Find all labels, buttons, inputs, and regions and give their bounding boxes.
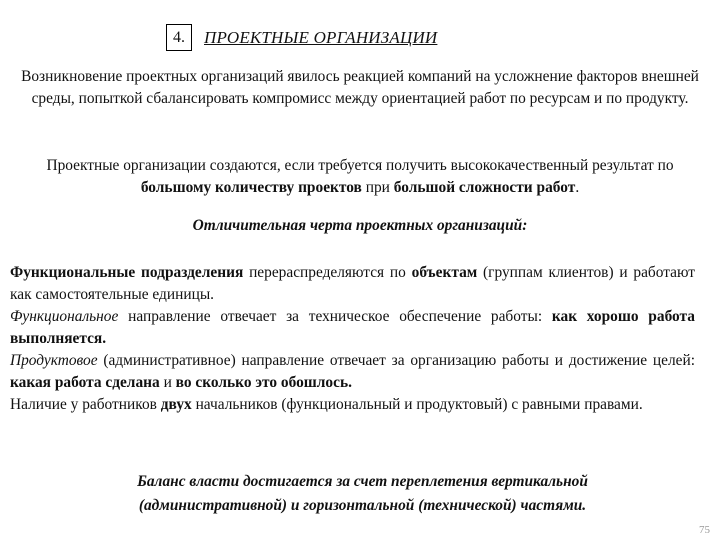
b2-text-mid: направление отвечает за техническое обеспечение работы: bbox=[118, 308, 552, 325]
b4-text-start: Наличие у работников bbox=[10, 396, 161, 413]
b1-bold-units: Функциональные подразделения bbox=[10, 264, 244, 281]
b2-bold-how: как хорошо работа выполняется. bbox=[10, 308, 695, 347]
slide-heading bbox=[166, 24, 437, 51]
p2-text-end: . bbox=[575, 179, 580, 196]
b3-bold-cost: во сколько это обошлось. bbox=[175, 374, 352, 391]
page-number: 75 bbox=[699, 524, 710, 536]
p2-bold-projects: большому количеству проектов bbox=[140, 179, 362, 196]
body-block bbox=[10, 262, 695, 416]
p2-text-start: Проектные организации создаются, если требуется получить высококачественный результат по bbox=[46, 157, 674, 174]
section-number: 4. bbox=[166, 24, 192, 51]
b3-italic-product: Продуктовое bbox=[10, 352, 98, 369]
body-paragraph-4 bbox=[10, 394, 695, 416]
b4-text-end: начальников (функциональный и продуктовый) с равными правами. bbox=[191, 396, 643, 413]
b4-bold-two: двух bbox=[160, 396, 192, 413]
footer-statement: Баланс власти достигается за счет переплетения вертикальной (административной) и горизонтальной (технической) частями. bbox=[137, 473, 588, 514]
body-paragraph-2 bbox=[10, 306, 695, 350]
p2-bold-complexity: большой сложности работ bbox=[393, 179, 576, 196]
b1-text-mid: перераспределяются по bbox=[243, 264, 412, 281]
intro-paragraph-2 bbox=[20, 155, 700, 199]
page-title: ПРОЕКТНЫЕ ОРГАНИЗАЦИИ bbox=[204, 27, 438, 47]
b3-text-and: и bbox=[159, 374, 176, 391]
distinctive-feature-heading: Отличительная черта проектных организаций: bbox=[192, 217, 528, 234]
body-paragraph-3 bbox=[10, 350, 695, 394]
b2-italic-functional: Функциональное bbox=[10, 308, 119, 325]
p2-text-mid: при bbox=[361, 179, 394, 196]
b3-bold-what: какая работа сделана bbox=[10, 374, 160, 391]
b3-text-mid: (административное) направление отвечает за организацию работы и достижение целей: bbox=[97, 352, 695, 369]
body-paragraph-1 bbox=[10, 262, 695, 306]
b1-bold-objects: объектам bbox=[411, 264, 478, 281]
intro-paragraph-1: Возникновение проектных организаций явилось реакцией компаний на усложнение факторов внешней среды, попыткой сбалансировать компромисс между ориентацией работ по ресурсам и по продукту. bbox=[21, 68, 699, 107]
b1-text-end: (группам клиентов) и работают как самостоятельные единицы. bbox=[10, 264, 696, 303]
